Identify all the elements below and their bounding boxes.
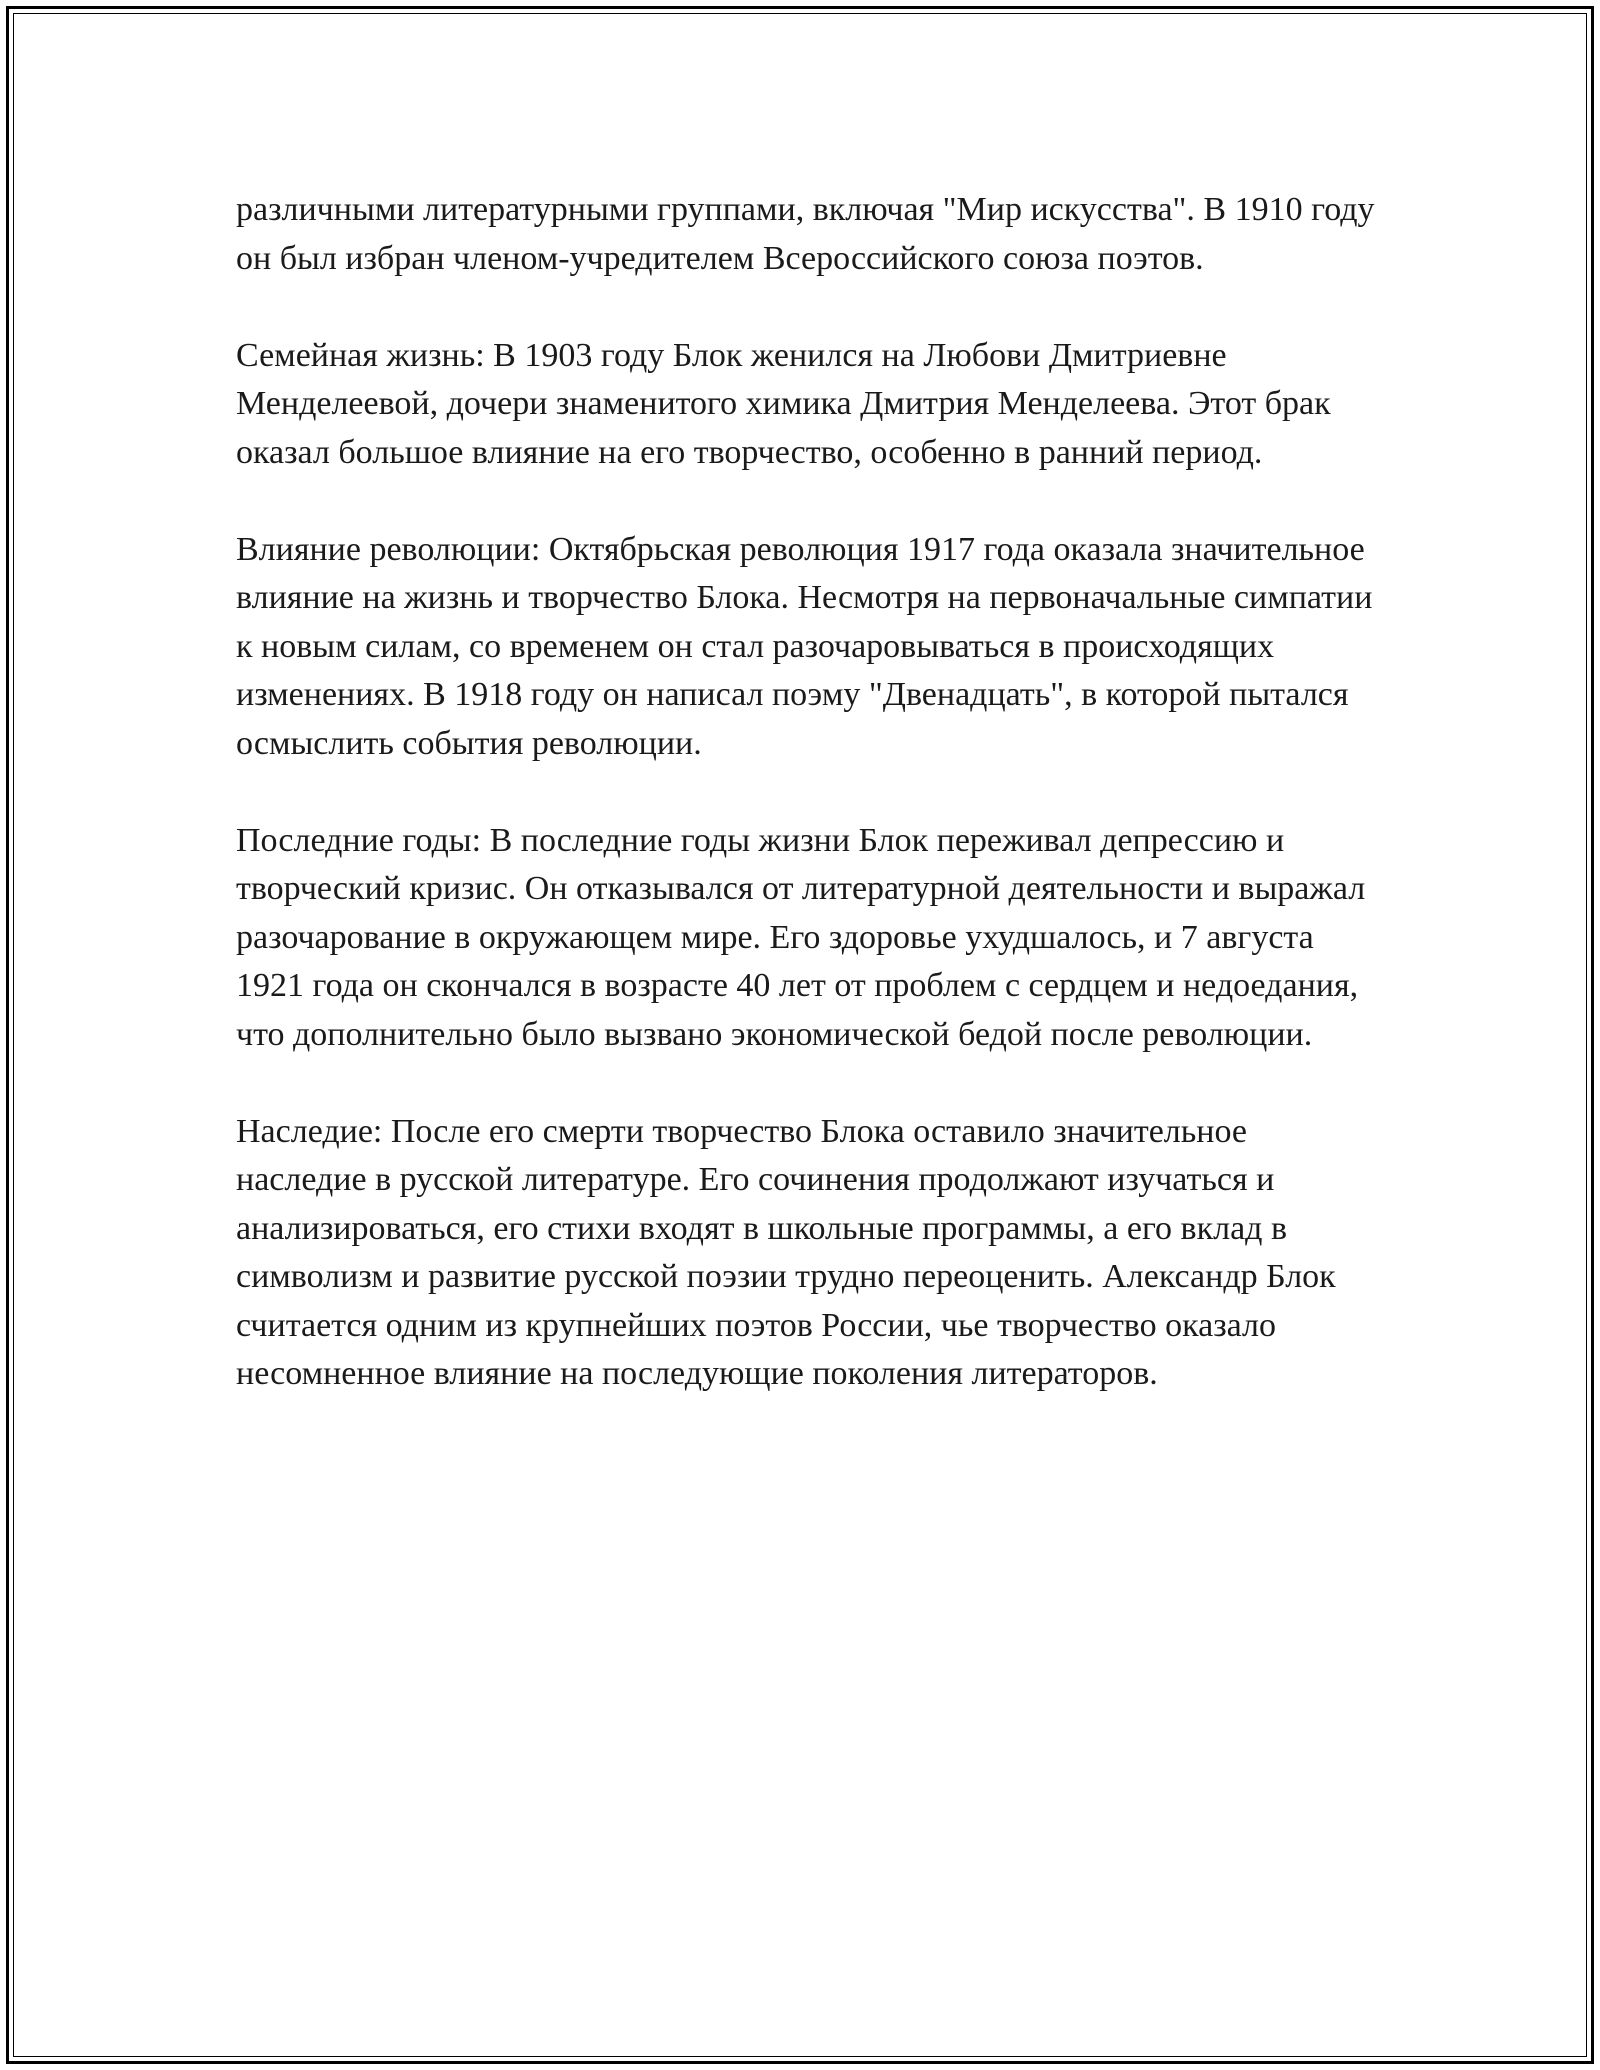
paragraph-literary-groups: различными литературными группами, включая "Мир искусства". В 1910 году он был избран членом-учредителем Всероссийского союза поэтов.	[236, 191, 1375, 277]
paragraph-legacy: Наследие: После его смерти творчество Блока оставило значительное наследие в русской литературе. Его сочинения продолжают изучаться и анализироваться, его стихи входят в школьные программы, а его вклад в символизм и развитие русской поэзии трудно переоценить. Александр Блок считается одним из крупнейших поэтов России, чье творчество оказало несомненное влияние на последующие поколения литераторов.	[236, 1112, 1336, 1392]
paragraph-family-life: Семейная жизнь: В 1903 году Блок женился на Любови Дмитриевне Менделеевой, дочери знаменитого химика Дмитрия Менделеева. Этот брак оказал большое влияние на его творчество, особенно в ранний период.	[236, 336, 1331, 471]
paragraph-revolution-influence: Влияние революции: Октябрьская революция 1917 года оказала значительное влияние на жизнь и творчество Блока. Несмотря на первоначальные симпатии к новым силам, со временем он стал разочаровываться в происходящих изменениях. В 1918 году он написал поэму "Двенадцать", в которой пытался осмыслить события революции.	[236, 530, 1373, 762]
document-body	[236, 186, 1386, 1447]
paragraph-last-years: Последние годы: В последние годы жизни Блок переживал депрессию и творческий кризис. Он отказывался от литературной деятельности и выражал разочарование в окружающем мире. Его здоровье ухудшалось, и 7 августа 1921 года он скончался в возрасте 40 лет от проблем с сердцем и недоедания, что дополнительно было вызвано экономической бедой после революции.	[236, 821, 1366, 1053]
